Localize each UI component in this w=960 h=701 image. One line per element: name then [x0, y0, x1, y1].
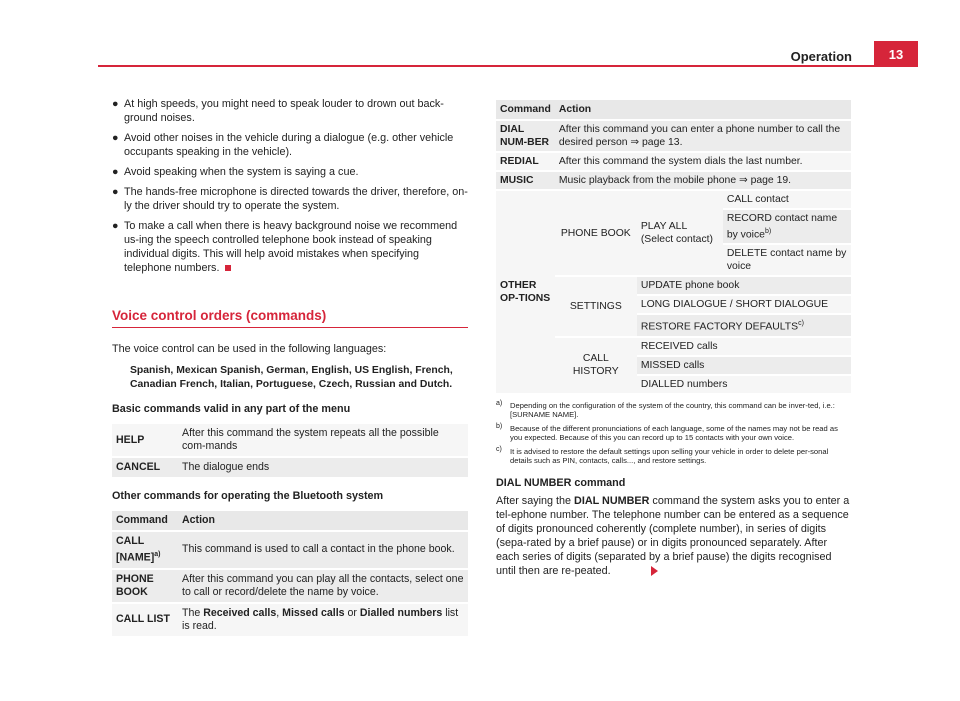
footnote-mark: c): [496, 445, 502, 453]
action-cell: After this command the system repeats all the possible com-mands: [178, 424, 468, 456]
bullet-item: [112, 219, 468, 275]
commands-table: [496, 98, 851, 395]
footnotes: [496, 401, 851, 466]
column-header-command: Command: [112, 511, 178, 530]
action-cell: The dialogue ends: [178, 458, 468, 477]
bluetooth-commands-table: [112, 509, 468, 638]
header-rule: [98, 65, 918, 67]
bullet-item: [112, 131, 468, 159]
table-row: [112, 458, 468, 477]
option-cell: [637, 315, 851, 335]
footnote-text: Because of the different pronunciations of each language, some of the names may not be read as you expected. Because of this you can record up to 15 contacts with your own voice.: [510, 423, 838, 443]
paragraph-text: After saying the: [496, 494, 575, 507]
footnote: [496, 424, 851, 443]
bluetooth-commands-heading: Other commands for operating the Bluetooth system: [112, 490, 384, 502]
option-text: RECORD contact name by voice: [726, 213, 838, 241]
table-row: [112, 604, 468, 636]
phone-book-cell: PHONE BOOK: [555, 191, 637, 275]
footnote-mark: a): [496, 399, 503, 407]
paragraph-text: command the system asks you to enter a tel-ephone number. The telephone number can be entered as a sequence of digits pronounced coherently (complete number), in series of digits (sepa-rated by a brief pause) or in digits pronounced separately. After each series of digits (separated by a brief pause) the digits recognised until then are re-peated.: [496, 494, 850, 577]
action-cell: After this command the system dials the last number.: [555, 153, 851, 170]
action-bold-text: Dialled numbers: [359, 606, 443, 619]
table-row: [496, 153, 851, 170]
section-title: Voice control orders (commands): [112, 309, 468, 328]
column-header-action: Action: [178, 511, 468, 530]
option-cell: CALL contact: [723, 191, 851, 208]
option-cell: RECEIVED calls: [637, 338, 851, 355]
call-history-cell: CALL HISTORY: [555, 338, 637, 393]
option-text: RESTORE FACTORY DEFAULTS: [640, 321, 799, 333]
option-cell: UPDATE phone book: [637, 277, 851, 294]
footnote-text: It is advised to restore the default settings upon selling your vehicle in order to delete per-sonal details such as PIN, contacts, calls..., and restore settings.: [510, 446, 829, 466]
command-cell: CANCEL: [112, 458, 178, 477]
footnote-mark: b): [496, 422, 503, 430]
basic-commands-heading: Basic commands valid in any part of the menu: [112, 403, 351, 415]
bullet-dot-icon: ●: [112, 166, 119, 178]
bullet-dot-icon: ●: [112, 220, 119, 232]
column-header-action: Action: [555, 100, 851, 119]
bullet-dot-icon: ●: [112, 98, 119, 110]
continue-arrow-icon: [651, 566, 658, 576]
footnote-ref[interactable]: a): [154, 551, 161, 558]
command-cell: CALL LIST: [112, 604, 178, 636]
paragraph-bold-text: DIAL NUMBER: [574, 494, 650, 507]
action-cell: After this command you can play all the contacts, select one to call or record/delete the name by voice.: [178, 570, 468, 602]
option-cell: DELETE contact name by voice: [723, 245, 851, 275]
bullet-text: At high speeds, you might need to speak louder to drown out back-ground noises.: [124, 98, 444, 124]
section-end-square-icon: [225, 265, 231, 271]
bullet-dot-icon: ●: [112, 186, 119, 198]
dial-number-heading: DIAL NUMBER command: [496, 476, 626, 489]
basic-commands-table: [112, 422, 468, 479]
command-cell: HELP: [112, 424, 178, 456]
bullet-text: Avoid other noises in the vehicle during a dialogue (e.g. other vehicle occupants speaking in the vehicle).: [124, 132, 454, 158]
option-cell: LONG DIALOGUE / SHORT DIALOGUE: [637, 296, 851, 313]
dial-number-paragraph: [496, 494, 851, 578]
table-header-row: [112, 511, 468, 530]
bullet-item: [112, 165, 468, 179]
footnote-ref[interactable]: c): [798, 320, 804, 328]
bullet-text: Avoid speaking when the system is saying a cue.: [124, 166, 359, 178]
command-cell: [112, 532, 178, 568]
bullet-text: To make a call when there is heavy background noise we recommend us-ing the speech controlled telephone book instead of speaking individual digits. This will help avoid mistakes when specifying telephone numbers.: [124, 220, 458, 274]
footnote-text: Depending on the configuration of the system of the country, this command can be inver-ted, i.e.: [SURNAME NAME].: [510, 400, 835, 420]
table-row: [112, 532, 468, 568]
table-row: [496, 191, 851, 208]
bullet-item: [112, 185, 468, 213]
intro-paragraph: The voice control can be used in the following languages:: [112, 343, 387, 355]
column-header-command: Command: [496, 100, 555, 119]
settings-cell: SETTINGS: [555, 277, 637, 335]
command-cell: MUSIC: [496, 172, 555, 189]
bullet-item: [112, 97, 468, 125]
command-cell: PHONE BOOK: [112, 570, 178, 602]
action-cell: This command is used to call a contact in the phone book.: [178, 532, 468, 568]
action-text: list is read.: [182, 606, 459, 632]
languages-list: Spanish, Mexican Spanish, German, English, US English, French, Canadian French, Italian, Portuguese, Czech, Russian and Dutch.: [130, 365, 453, 390]
action-cell: After this command you can enter a phone number to call the desired person ⇒ page 13.: [555, 121, 851, 151]
table-row: [112, 424, 468, 456]
table-row: [496, 121, 851, 151]
bullet-dot-icon: ●: [112, 132, 119, 144]
footnote: [496, 447, 851, 466]
action-cell: Music playback from the mobile phone ⇒ page 19.: [555, 172, 851, 189]
page-number-badge: 13: [874, 41, 918, 67]
left-column: [112, 97, 468, 638]
play-all-cell: PLAY ALL (Select contact): [637, 191, 723, 275]
table-header-row: [496, 100, 851, 119]
page-header-title: Operation: [790, 49, 852, 64]
table-row: [496, 172, 851, 189]
option-cell: MISSED calls: [637, 357, 851, 374]
command-cell: REDIAL: [496, 153, 555, 170]
footnote: [496, 401, 851, 420]
bullet-text: The hands-free microphone is directed towards the driver, therefore, on-ly the driver should try to operate the system.: [124, 186, 468, 212]
footnote-ref[interactable]: b): [764, 228, 772, 235]
option-cell: [723, 210, 851, 243]
action-bold-text: Missed calls: [282, 606, 345, 619]
action-bold-text: Received calls: [203, 606, 277, 619]
table-row: [112, 570, 468, 602]
action-text: ,: [276, 606, 283, 619]
command-cell: DIAL NUM-BER: [496, 121, 555, 151]
action-text: The: [182, 606, 204, 619]
action-cell: [178, 604, 468, 636]
command-text: CALL [NAME]: [116, 535, 155, 564]
right-column: [496, 98, 851, 578]
action-text: or: [344, 606, 360, 619]
option-cell: DIALLED numbers: [637, 376, 851, 393]
command-cell-other-options: OTHER OP-TIONS: [496, 191, 555, 393]
